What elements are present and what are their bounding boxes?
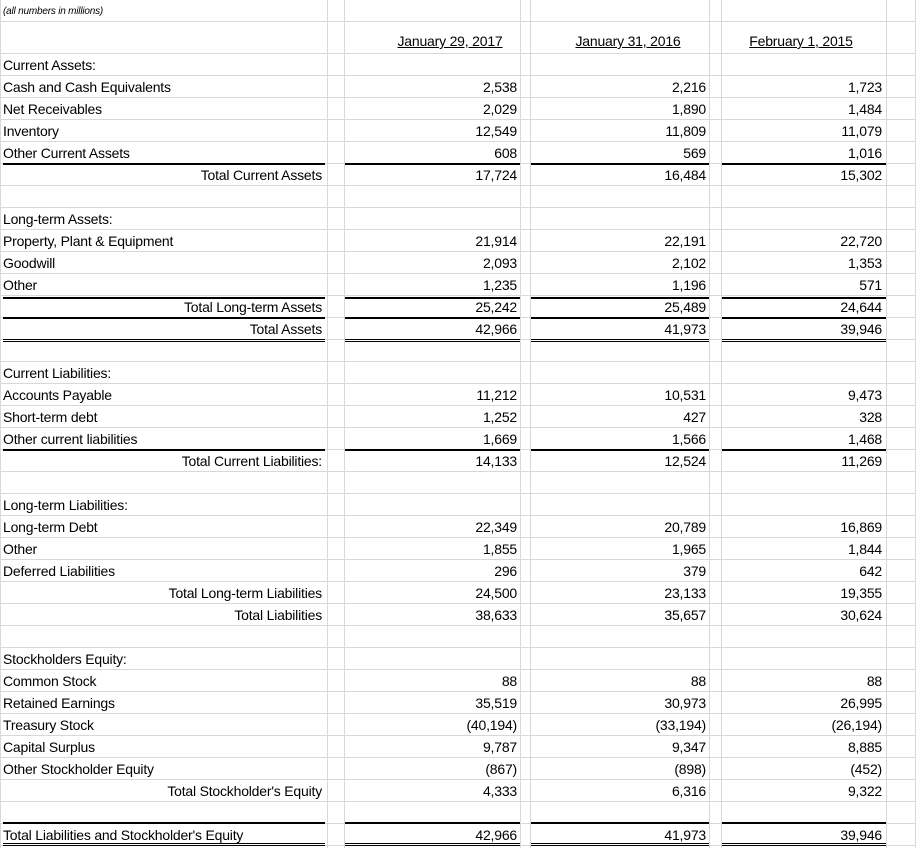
row-label: Long-term Liabilities: [3,497,128,513]
table-row [0,736,916,758]
sum-rule [3,317,325,319]
row-label: Other current liabilities [3,431,138,447]
table-row [0,428,916,450]
table-row [0,230,916,252]
value-cell [590,648,706,670]
row-label: Property, Plant & Equipment [3,233,174,249]
sum-rule [531,163,709,165]
value-cell: 1,252 [482,409,517,425]
value-cell: 379 [683,563,706,579]
value-cell: 38,633 [475,607,517,623]
units-note: (all numbers in millions) [3,6,104,17]
value-cell [400,472,517,494]
value-cell: 2,216 [671,79,706,95]
row-label [3,626,325,648]
sum-rule [531,822,709,824]
value-cell: 1,484 [847,101,882,117]
sum-rule [531,449,709,451]
value-cell [400,802,517,824]
value-cell: 16,484 [664,167,706,183]
value-cell: 8,885 [847,739,882,755]
value-cell [400,362,517,384]
value-cell: 88 [690,673,706,689]
table-row [0,604,916,626]
value-cell [760,472,882,494]
value-cell: 6,316 [671,783,706,799]
sum-rule [3,297,325,299]
table-row [0,648,916,670]
table-row [0,692,916,714]
value-cell: 9,347 [671,739,706,755]
sum-rule [531,843,709,846]
table-row [0,450,916,472]
sum-rule [3,163,325,165]
value-cell: (40,194) [466,717,517,733]
table-row [0,120,916,142]
value-cell [760,340,882,362]
row-label [3,802,325,824]
table-row [0,186,916,208]
row-label: Total Current Assets [200,167,322,183]
row-label: Long-term Debt [3,519,98,535]
value-cell: 24,644 [840,299,882,315]
value-cell [400,626,517,648]
value-cell: 21,914 [475,233,517,249]
row-label: Deferred Liabilities [3,563,115,579]
value-cell: 328 [859,409,882,425]
table-row [0,142,916,164]
table-row [0,208,916,230]
value-cell [760,648,882,670]
sum-rule [722,339,886,342]
value-cell: 42,966 [475,827,517,843]
value-cell: 427 [683,409,706,425]
value-cell: 1,468 [847,431,882,447]
table-row [0,54,916,76]
value-cell: 22,191 [664,233,706,249]
table-row [0,406,916,428]
row-label: Treasury Stock [3,717,94,733]
value-cell: 25,489 [664,299,706,315]
period-header: February 1, 2015 [749,33,853,49]
table-row [0,252,916,274]
value-cell: 35,519 [475,695,517,711]
value-cell: (26,194) [831,717,882,733]
value-cell [590,472,706,494]
value-cell: 30,624 [840,607,882,623]
row-label: Total Liabilities and Stockholder's Equity [3,827,244,843]
value-cell [590,186,706,208]
value-cell: 1,353 [847,255,882,271]
sum-rule [3,339,325,342]
value-cell: 1,723 [847,79,882,95]
sum-rule [3,449,325,451]
value-cell: (452) [850,761,882,777]
value-cell [400,186,517,208]
sum-rule [722,449,886,451]
value-cell: (33,194) [655,717,706,733]
value-cell [590,54,706,76]
value-cell: 296 [494,563,517,579]
table-row [0,516,916,538]
value-cell: 15,302 [840,167,882,183]
header-row [0,30,916,54]
value-cell [400,494,517,516]
value-cell: 22,720 [840,233,882,249]
value-cell [590,208,706,230]
row-label: Goodwill [3,255,56,271]
sum-rule [3,822,325,824]
table-row [0,714,916,736]
period-header: January 31, 2016 [575,33,681,49]
sum-rule [345,843,520,846]
value-cell: (867) [485,761,517,777]
value-cell: 10,531 [664,387,706,403]
sum-rule [531,317,709,319]
table-row [0,780,916,802]
value-cell [400,648,517,670]
value-cell: 26,995 [840,695,882,711]
sum-rule [345,317,520,319]
value-cell: 2,029 [482,101,517,117]
row-label: Other Current Assets [3,145,130,161]
value-cell: 41,973 [664,321,706,337]
row-label: Other Stockholder Equity [3,761,154,777]
value-cell: 9,322 [847,783,882,799]
value-cell: 39,946 [840,827,882,843]
value-cell: 11,079 [841,123,882,139]
table-row [0,340,916,362]
table-row [0,318,916,340]
value-cell: 16,869 [840,519,882,535]
value-cell [590,362,706,384]
table-row [0,472,916,494]
sum-rule [345,339,520,342]
table-row [0,582,916,604]
row-label: Current Assets: [3,57,96,73]
row-label [3,472,325,494]
row-label: Long-term Assets: [3,211,113,227]
value-cell: 1,196 [671,277,706,293]
row-label: Capital Surplus [3,739,95,755]
value-cell: 11,269 [841,453,882,469]
value-cell: 1,669 [482,431,517,447]
table-row [0,76,916,98]
row-label: Short-term debt [3,409,98,425]
value-cell: 2,538 [482,79,517,95]
value-cell: 14,133 [475,453,517,469]
value-cell: 571 [859,277,882,293]
value-cell [400,54,517,76]
row-label: Other [3,541,38,557]
value-cell: 1,890 [671,101,706,117]
table-row [0,274,916,296]
period-header: January 29, 2017 [397,33,503,49]
sum-rule [722,822,886,824]
row-label: Inventory [3,123,59,139]
table-row [0,98,916,120]
value-cell: 1,855 [482,541,517,557]
value-cell: 1,844 [847,541,882,557]
value-cell: (898) [674,761,706,777]
value-cell [400,208,517,230]
sum-rule [722,163,886,165]
value-cell [590,802,706,824]
value-cell [760,802,882,824]
value-cell: 2,102 [671,255,706,271]
value-cell: 1,965 [671,541,706,557]
sum-rule [3,843,325,846]
value-cell: 11,212 [476,387,517,403]
value-cell: 35,657 [664,607,706,623]
value-cell [590,340,706,362]
row-label: Other [3,277,38,293]
value-cell [760,494,882,516]
row-label [3,340,325,362]
row-label: Stockholders Equity: [3,651,127,667]
row-label: Total Current Liabilities: [181,453,322,469]
value-cell: 23,133 [664,585,706,601]
value-cell: 9,787 [482,739,517,755]
value-cell: 12,524 [664,453,706,469]
value-cell [590,626,706,648]
sum-rule [345,822,520,824]
value-cell: 1,235 [482,277,517,293]
row-label: Accounts Payable [3,387,112,403]
value-cell: 569 [683,145,706,161]
value-cell: 9,473 [847,387,882,403]
sum-rule [722,843,886,846]
value-cell [760,362,882,384]
row-label: Retained Earnings [3,695,115,711]
sum-rule [345,297,520,299]
sum-rule [722,317,886,319]
sum-rule [531,339,709,342]
value-cell: 22,349 [475,519,517,535]
sum-rule [531,297,709,299]
row-label [3,186,325,208]
value-cell [760,626,882,648]
value-cell: 24,500 [475,585,517,601]
value-cell: 25,242 [475,299,517,315]
table-row [0,626,916,648]
row-label: Total Long-term Liabilities [168,585,322,601]
value-cell: 20,789 [664,519,706,535]
sum-rule [722,297,886,299]
table-row [0,802,916,824]
value-cell: 4,333 [482,783,517,799]
value-cell: 42,966 [475,321,517,337]
row-label: Total Liabilities [234,607,322,623]
row-label: Current Liabilities: [3,365,112,381]
value-cell: 608 [494,145,517,161]
value-cell [590,494,706,516]
value-cell [760,208,882,230]
value-cell: 642 [859,563,882,579]
table-row [0,362,916,384]
row-label: Common Stock [3,673,97,689]
table-row [0,538,916,560]
sum-rule [345,163,520,165]
value-cell: 1,016 [847,145,882,161]
value-cell [760,54,882,76]
value-cell: 88 [501,673,517,689]
value-cell: 1,566 [671,431,706,447]
value-cell: 11,809 [665,123,706,139]
value-cell: 17,724 [475,167,517,183]
table-row [0,560,916,582]
value-cell: 30,973 [664,695,706,711]
row-label: Cash and Cash Equivalents [3,79,171,95]
value-cell: 2,093 [482,255,517,271]
note-row [0,0,916,22]
row-label: Total Assets [249,321,322,337]
table-row [0,384,916,406]
value-cell: 12,549 [475,123,517,139]
table-row [0,494,916,516]
value-cell: 41,973 [664,827,706,843]
row-label: Total Long-term Assets [184,299,322,315]
row-label: Total Stockholder's Equity [167,783,322,799]
table-row [0,164,916,186]
table-row [0,670,916,692]
value-cell: 19,355 [840,585,882,601]
row-label: Net Receivables [3,101,102,117]
table-row [0,296,916,318]
sum-rule [345,449,520,451]
value-cell [760,186,882,208]
value-cell [400,340,517,362]
value-cell: 88 [866,673,882,689]
table-row [0,758,916,780]
value-cell: 39,946 [840,321,882,337]
